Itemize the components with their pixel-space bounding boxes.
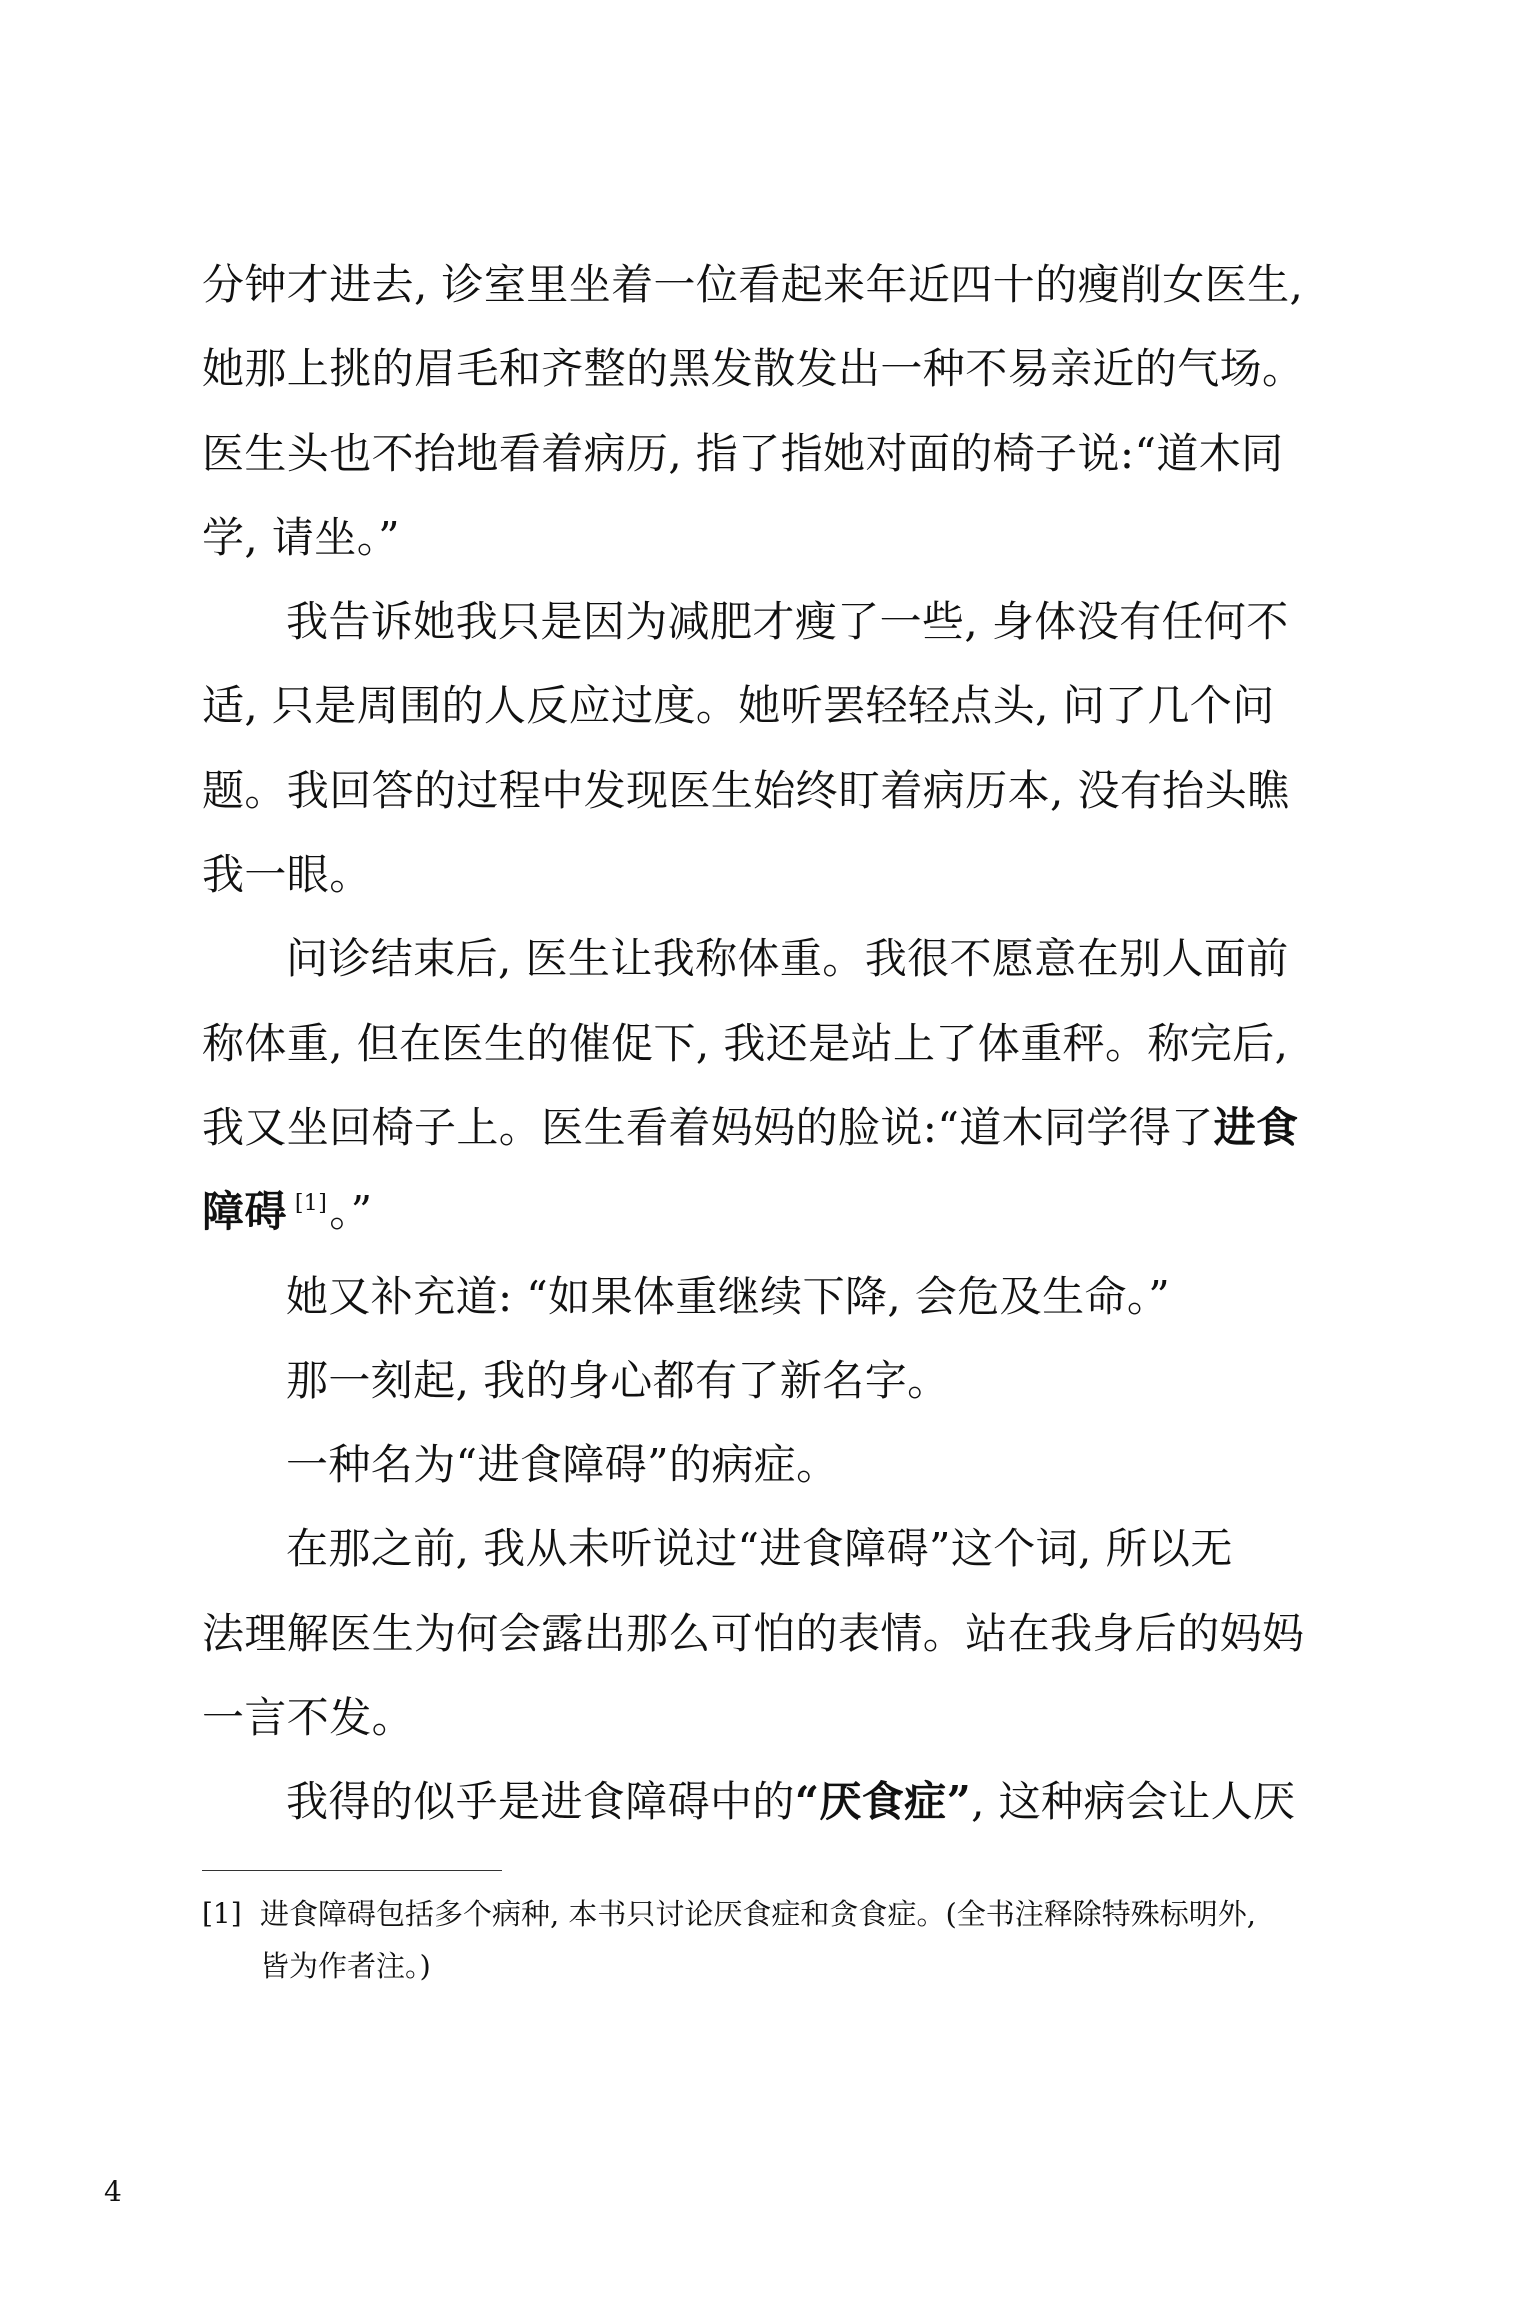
footnote-divider bbox=[202, 1870, 502, 1871]
text-line-content: 我告诉她我只是因为减肥才瘦了一些, 身体没有任何不 bbox=[286, 597, 1289, 647]
text-line-content: 她那上挑的眉毛和齐整的黑发散发出一种不易亲近的气场。 bbox=[202, 344, 1305, 394]
text-line bbox=[202, 1255, 1297, 1339]
bold-term: “厌食症” bbox=[794, 1777, 972, 1827]
text-line bbox=[202, 496, 1297, 580]
text-line-content: 问诊结束后, 医生让我称体重。我很不愿意在别人面前 bbox=[286, 934, 1289, 984]
text-line bbox=[202, 412, 1297, 496]
text-line-content: 医生头也不抬地看着病历, 指了指她对面的椅子说:“道木同 bbox=[202, 428, 1284, 478]
text-line bbox=[202, 1086, 1297, 1170]
text-line-content: 学, 请坐。” bbox=[202, 512, 400, 562]
text-line bbox=[202, 327, 1305, 411]
text-line bbox=[202, 1002, 1297, 1086]
text-line bbox=[202, 243, 1304, 327]
text-line-content: 题。我回答的过程中发现医生始终盯着病历本, 没有抬头瞧 bbox=[202, 765, 1290, 815]
text-line bbox=[202, 1170, 1297, 1254]
body-text bbox=[202, 243, 1305, 1845]
text-line-content: 法理解医生为何会露出那么可怕的表情。站在我身后的妈妈 bbox=[202, 1608, 1305, 1658]
footnote-reference[interactable]: [1] bbox=[294, 1191, 328, 1217]
text-line bbox=[202, 664, 1297, 748]
text-line bbox=[202, 1507, 1297, 1591]
text-line bbox=[202, 833, 1297, 917]
text-line bbox=[202, 1760, 1297, 1844]
text-line-content: 一种名为“进食障碍”的病症。 bbox=[286, 1440, 839, 1490]
text-line-content: 。” bbox=[329, 1187, 373, 1237]
bold-term: 障碍 bbox=[202, 1187, 287, 1237]
page-number: 4 bbox=[104, 2175, 122, 2208]
bold-term: 进食 bbox=[1213, 1102, 1299, 1152]
text-line bbox=[202, 1592, 1305, 1676]
text-line-content: 一言不发。 bbox=[202, 1693, 415, 1743]
text-line bbox=[202, 1339, 1297, 1423]
text-line bbox=[202, 749, 1297, 833]
text-line-content: 分钟才进去, 诊室里坐着一位看起来年近四十的瘦削女医生, bbox=[202, 260, 1304, 309]
footnote bbox=[202, 1888, 1302, 1992]
text-line-content: 我得的似乎是进食障碍中的 bbox=[286, 1777, 795, 1827]
text-line-content: 她又补充道: “如果体重继续下降, 会危及生命。” bbox=[286, 1271, 1171, 1321]
text-line-content: 我一眼。 bbox=[202, 850, 372, 900]
text-line bbox=[202, 1423, 1297, 1507]
text-line-content: 在那之前, 我从未听说过“进食障碍”这个词, 所以无 bbox=[286, 1524, 1233, 1574]
footnote-line: 进食障碍包括多个病种, 本书只讨论厌食症和贪食症。(全书注释除特殊标明外, bbox=[260, 1897, 1256, 1931]
footnote-marker: [1] bbox=[202, 1897, 242, 1930]
text-line bbox=[202, 1676, 1297, 1760]
text-line-content: 我又坐回椅子上。医生看着妈妈的脸说:“道木同学得了 bbox=[202, 1102, 1214, 1152]
text-line-content: 称体重, 但在医生的催促下, 我还是站上了体重秤。称完后, bbox=[202, 1018, 1289, 1068]
text-line-content: 那一刻起, 我的身心都有了新名字。 bbox=[286, 1355, 950, 1405]
text-line bbox=[202, 917, 1297, 1001]
text-line-content: , 这种病会让人厌 bbox=[971, 1777, 1296, 1827]
text-line bbox=[202, 580, 1297, 664]
footnote-line: 皆为作者注。) bbox=[260, 1949, 431, 1983]
text-line-content: 适, 只是周围的人反应过度。她听罢轻轻点头, 问了几个问 bbox=[202, 681, 1275, 731]
